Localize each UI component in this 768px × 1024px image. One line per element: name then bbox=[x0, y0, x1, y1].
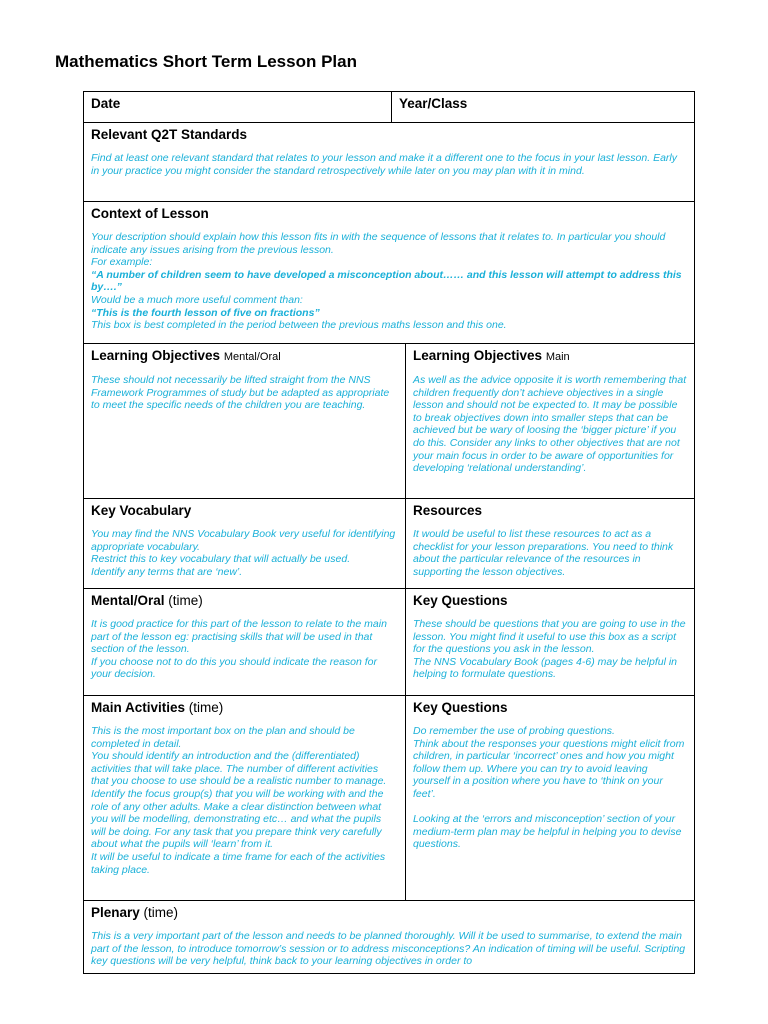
key-questions-1-line-1: These should be questions that you are going to use in the lesson. You might find it useful to use this box as a script for the questions you ask in the lesson. bbox=[413, 618, 686, 656]
context-quote-2: “This is the fourth lesson of five on fractions” bbox=[91, 306, 320, 319]
year-class-cell[interactable] bbox=[392, 92, 695, 123]
plenary-guidance bbox=[91, 930, 687, 968]
context-line-4: This box is best completed in the period between the previous maths lesson and this one. bbox=[91, 319, 507, 332]
lo-mental-sub: Mental/Oral bbox=[223, 351, 281, 363]
vocab-heading: Key Vocabulary bbox=[91, 503, 192, 518]
date-cell[interactable] bbox=[84, 92, 392, 123]
q2t-text: Find at least one relevant standard that relates to your lesson and make it a different one to the focus in your last lesson. Early in your practice you might consider the standard retrospectively while later on you may plan with it in mind. bbox=[91, 152, 677, 177]
key-questions-2-heading: Key Questions bbox=[413, 700, 508, 715]
key-questions-2-line-1: Do remember the use of probing questions. bbox=[413, 725, 615, 737]
context-quote-1: “A number of children seem to have developed a misconception about…… and this lesson will attempt to address this by….” bbox=[91, 268, 682, 294]
plenary-cell[interactable] bbox=[84, 901, 695, 974]
vocab-row bbox=[84, 499, 695, 589]
q2t-cell[interactable] bbox=[84, 123, 695, 202]
q2t-guidance bbox=[91, 152, 687, 177]
context-row bbox=[84, 202, 695, 344]
main-activities-cell[interactable] bbox=[84, 696, 406, 901]
lo-mental-cell[interactable] bbox=[84, 344, 406, 499]
context-cell[interactable] bbox=[84, 202, 695, 344]
lo-main-cell[interactable] bbox=[406, 344, 695, 499]
resources-text: It would be useful to list these resources to act as a checklist for your lesson preparations. You need to think about the particular relevance of the resources in supporting the lesson objectives. bbox=[413, 528, 674, 578]
mental-row bbox=[84, 589, 695, 696]
lo-mental-heading: Learning Objectives bbox=[91, 348, 221, 363]
plenary-row bbox=[84, 901, 695, 974]
key-questions-2-line-2: Think about the responses your questions might elicit from children, in particular ‘incorrect’ ones and how you might follow them up. Where you can try to avoid leaving yourself in a position where you have to ‘think on your feet’. bbox=[413, 737, 685, 800]
mental-guidance bbox=[91, 618, 398, 681]
context-line-2: For example: bbox=[91, 256, 153, 269]
lo-main-text: As well as the advice opposite it is worth remembering that children frequently don’t achieve objectives in a single lesson and should not be expected to. It may be possible to break objectives down into smaller steps that can be achieved but be wary of loosing the ‘bigger picture’ if you do this. Consider any links to other objectives that are not your main focus in order to be aware of opportunities for developing ‘relational understanding’. bbox=[413, 374, 687, 475]
mental-heading: Mental/Oral bbox=[91, 593, 165, 608]
vocab-line-2: Restrict this to key vocabulary that will actually be used. bbox=[91, 553, 351, 566]
mental-time: (time) bbox=[168, 593, 203, 608]
date-label: Date bbox=[91, 96, 121, 111]
plenary-heading: Plenary bbox=[91, 905, 140, 920]
context-line-1: Your description should explain how this lesson fits in with the sequence of lessons that it relates to. In particular you should indicate any issues arising from the previous lesson. bbox=[91, 231, 666, 256]
objectives-row bbox=[84, 344, 695, 499]
lo-main-sub: Main bbox=[545, 351, 570, 363]
q2t-row bbox=[84, 123, 695, 202]
lo-mental-guidance bbox=[91, 374, 398, 412]
main-activities-line-2: You should identify an introduction and the (differentiated) activities that will take place. The number of different activities that you choose to use should be a realistic number to manage. Identify the focus group(s) that you will be working with and the role of any other adults. Make a clear distinction between what you will be modelling, demonstrating etc… and what the pupils will be doing. For any task that you prepare think very carefully about what the pupils will ‘learn’ from it. bbox=[91, 750, 387, 851]
lo-main-guidance bbox=[413, 374, 687, 475]
resources-guidance bbox=[413, 528, 687, 578]
key-questions-1-line-2: The NNS Vocabulary Book (pages 4-6) may be helpful in helping to formulate questions. bbox=[413, 655, 677, 681]
resources-heading: Resources bbox=[413, 503, 483, 518]
vocab-line-1: You may find the NNS Vocabulary Book very useful for identifying appropriate vocabulary. bbox=[91, 528, 396, 553]
vocab-cell[interactable] bbox=[84, 499, 406, 589]
main-activities-heading: Main Activities bbox=[91, 700, 186, 715]
vocab-line-3: Identify any terms that are ‘new’. bbox=[91, 565, 243, 578]
key-questions-2-cell[interactable] bbox=[406, 696, 695, 901]
main-activities-time: (time) bbox=[188, 700, 224, 715]
main-activities-guidance bbox=[91, 725, 398, 876]
key-questions-1-guidance bbox=[413, 618, 687, 681]
plenary-text: This is a very important part of the lesson and needs to be planned thoroughly. Will it be used to summarise, to extend the main part of the lesson, to introduce tomorrow’s session or to address misconceptions? An indication of timing will be useful. Scripting key questions will be very helpful, think back to your learning objectives in order to bbox=[91, 930, 686, 968]
lesson-plan-table bbox=[83, 91, 695, 974]
key-questions-2-guidance bbox=[413, 725, 687, 851]
lo-mental-text: These should not necessarily be lifted straight from the NNS Framework Programmes of study but be adapted as appropriate to meet the specific needs of the children you are teaching. bbox=[91, 374, 390, 412]
key-questions-2-line-3: Looking at the ‘errors and misconception’ section of your medium-term plan may be helpful in helping you to devise questions. bbox=[413, 813, 682, 851]
plenary-time: (time) bbox=[143, 905, 179, 920]
main-activities-line-1: This is the most important box on the plan and should be completed in detail. bbox=[91, 725, 355, 750]
page-title: Mathematics Short Term Lesson Plan bbox=[55, 52, 357, 71]
context-guidance bbox=[91, 231, 687, 332]
main-activities-row bbox=[84, 696, 695, 901]
vocab-guidance bbox=[91, 528, 398, 578]
context-heading: Context of Lesson bbox=[91, 206, 209, 221]
header-row bbox=[84, 92, 695, 123]
resources-cell[interactable] bbox=[406, 499, 695, 589]
key-questions-1-heading: Key Questions bbox=[413, 593, 508, 608]
mental-cell[interactable] bbox=[84, 589, 406, 696]
main-activities-line-3: It will be useful to indicate a time frame for each of the activities taking place. bbox=[91, 850, 386, 876]
lo-main-heading: Learning Objectives bbox=[413, 348, 543, 363]
mental-line-2: If you choose not to do this you should indicate the reason for your decision. bbox=[91, 655, 378, 681]
year-class-label: Year/Class bbox=[399, 96, 468, 111]
q2t-heading: Relevant Q2T Standards bbox=[91, 127, 248, 142]
mental-line-1: It is good practice for this part of the lesson to relate to the main part of the lesson eg: practising skills that will be used in that section of the lesson. bbox=[91, 618, 387, 656]
key-questions-1-cell[interactable] bbox=[406, 589, 695, 696]
context-line-3: Would be a much more useful comment than: bbox=[91, 293, 303, 306]
